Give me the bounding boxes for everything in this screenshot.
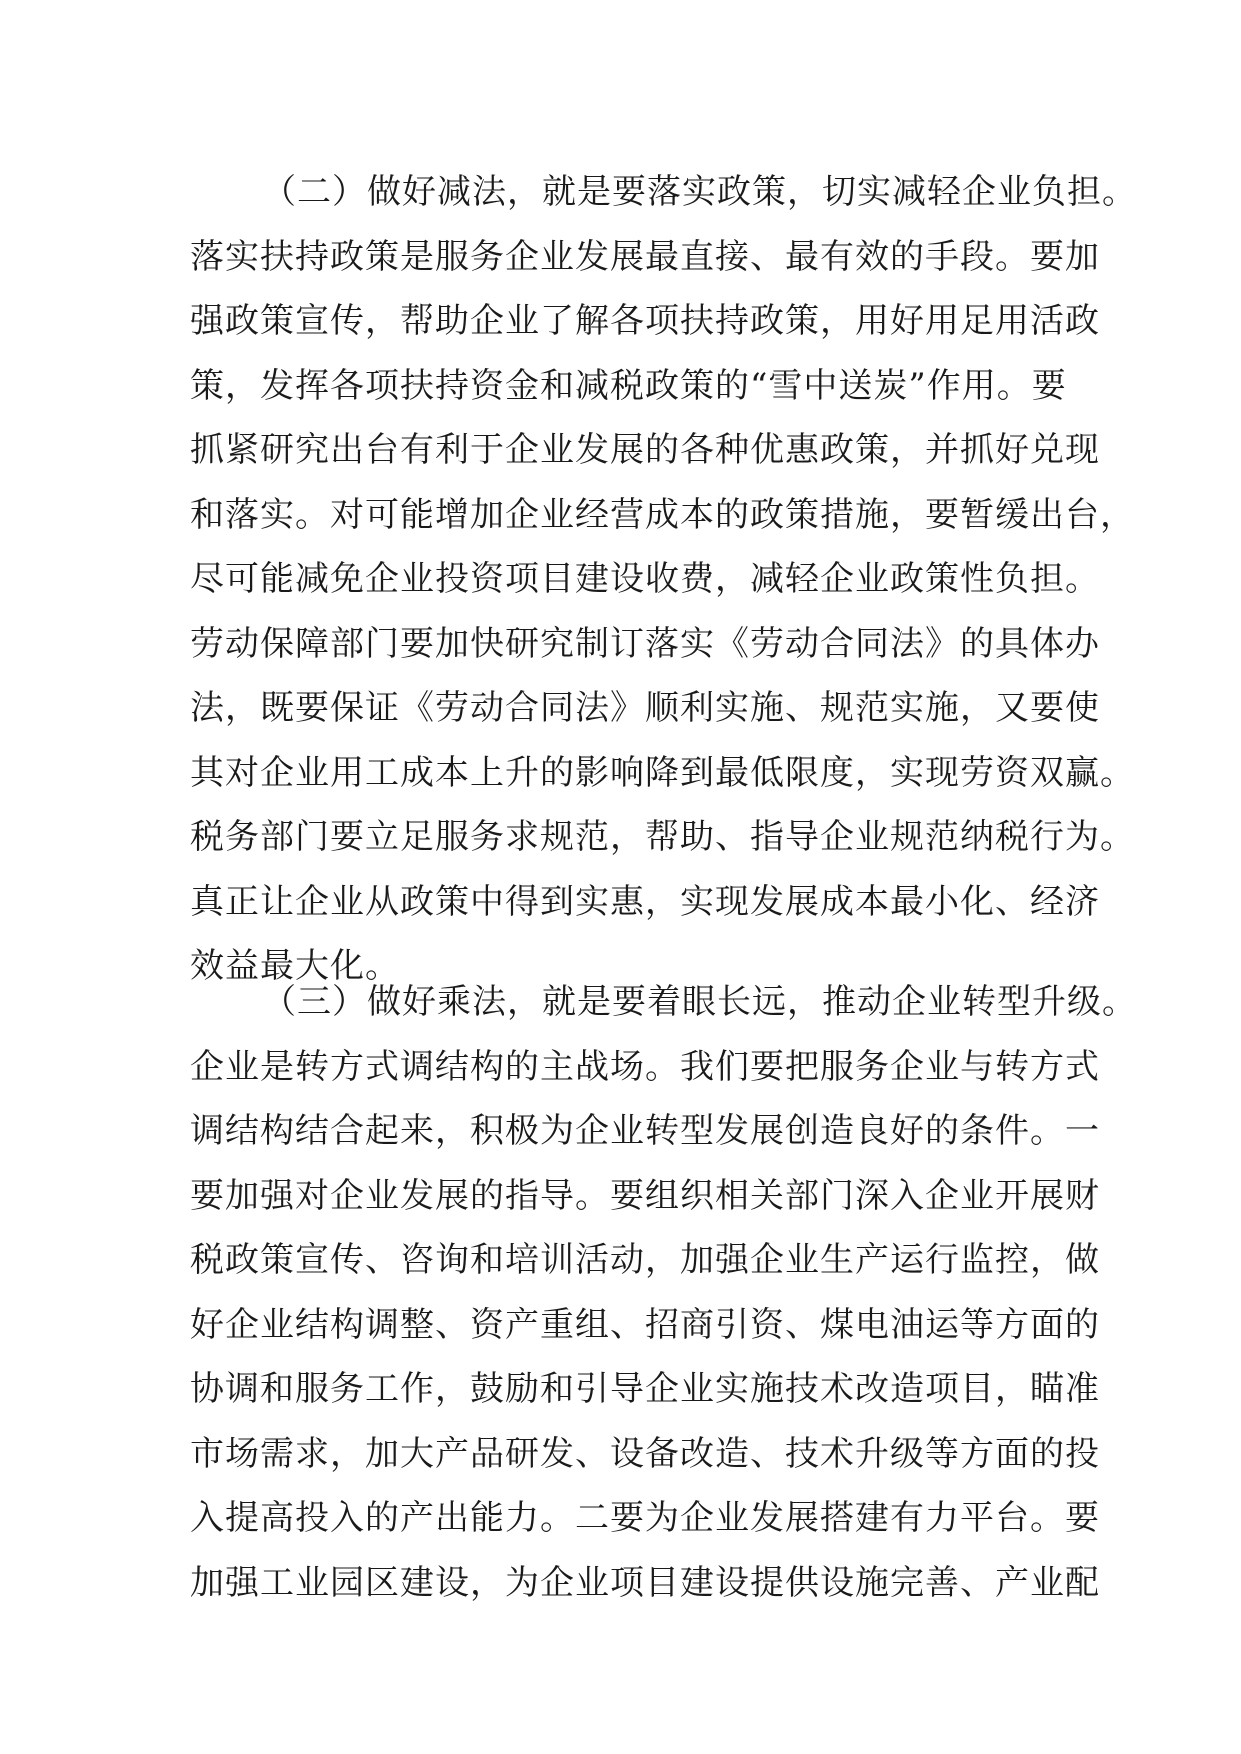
text-line: 好企业结构调整、资产重组、招商引资、煤电油运等方面的: [190, 1304, 1100, 1345]
text-line: 强政策宣传，帮助企业了解各项扶持政策，用好用足用活政: [190, 301, 1100, 341]
text-line: 真正让企业从政策中得到实惠，实现发展成本最小化、经济: [190, 881, 1100, 922]
text-line: 市场需求，加大产品研发、设备改造、技术升级等方面的投: [190, 1433, 1100, 1474]
paragraph-heading-line: （二）做好减法，就是要落实政策，切实减轻企业负担。: [262, 172, 1137, 212]
text-line: 落实扶持政策是服务企业发展最直接、最有效的手段。要加: [190, 236, 1100, 277]
paragraph-heading-line: （三）做好乘法，就是要着眼长远，推动企业转型升级。: [262, 982, 1137, 1022]
text-line: 抓紧研究出台有利于企业发展的各种优惠政策，并抓好兑现: [190, 430, 1100, 470]
text-line: 税政策宣传、咨询和培训活动，加强企业生产运行监控，做: [190, 1240, 1100, 1280]
text-line: 其对企业用工成本上升的影响降到最低限度，实现劳资双赢。: [190, 752, 1135, 793]
text-line: 策，发挥各项扶持资金和减税政策的“雪中送炭”作用。要: [190, 365, 1067, 406]
text-line: 尽可能减免企业投资项目建设收费，减轻企业政策性负担。: [190, 559, 1100, 599]
text-line: 企业是转方式调结构的主战场。我们要把服务企业与转方式: [190, 1046, 1100, 1087]
text-line-last: 效益最大化。: [190, 946, 400, 986]
text-line: 劳动保障部门要加快研究制订落实《劳动合同法》的具体办: [190, 623, 1100, 664]
text-line: 和落实。对可能增加企业经营成本的政策措施，要暂缓出台，: [190, 494, 1135, 535]
text-line: 税务部门要立足服务求规范，帮助、指导企业规范纳税行为。: [190, 817, 1135, 857]
text-line: 加强工业园区建设，为企业项目建设提供设施完善、产业配: [190, 1562, 1100, 1603]
paragraph-reduce-burden: [190, 160, 1137, 999]
text-line: 法，既要保证《劳动合同法》顺利实施、规范实施，又要使: [190, 688, 1100, 728]
text-line: 要加强对企业发展的指导。要组织相关部门深入企业开展财: [190, 1175, 1100, 1216]
text-line: 协调和服务工作，鼓励和引导企业实施技术改造项目，瞄准: [190, 1369, 1100, 1409]
text-line: 入提高投入的产出能力。二要为企业发展搭建有力平台。要: [190, 1498, 1100, 1538]
text-line: 调结构结合起来，积极为企业转型发展创造良好的条件。一: [190, 1111, 1100, 1151]
paragraph-transformation: [190, 970, 1137, 1615]
